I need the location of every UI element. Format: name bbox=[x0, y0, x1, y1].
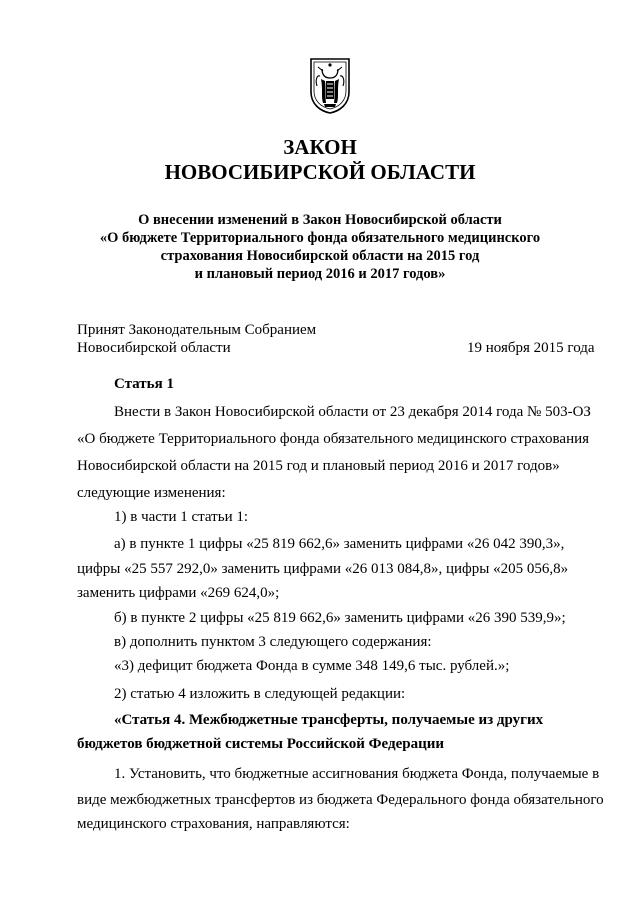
subitem-c-quote: «3) дефицит бюджета Фонда в сумме 348 149,6 тыс. рублей.»; bbox=[114, 658, 510, 674]
adoption-body-line1: Принят Законодательным Собранием bbox=[77, 322, 317, 338]
article-heading: Статья 1 bbox=[114, 376, 174, 392]
paragraph1-line2: «О бюджете Территориального фонда обязательного медицинского страхования bbox=[77, 431, 590, 447]
subitem-a-line3: заменить цифрами «269 624,0»; bbox=[77, 585, 280, 601]
paragraph2-line3: медицинского страхования, направляются: bbox=[77, 816, 350, 832]
paragraph1-line1: Внести в Закон Новосибирской области от 23 декабря 2014 года № 503-ОЗ bbox=[114, 404, 591, 420]
item1-text: 1) в части 1 статьи 1: bbox=[114, 509, 249, 525]
paragraph1-line4: следующие изменения: bbox=[77, 485, 226, 501]
subitem-c: в) дополнить пунктом 3 следующего содержания: bbox=[114, 634, 432, 650]
item2-text: 2) статью 4 изложить в следующей редакции: bbox=[114, 686, 406, 702]
novosibirsk-coat-of-arms-icon bbox=[309, 58, 351, 114]
law-subtitle-line4: и плановый период 2016 и 2017 годов» bbox=[194, 266, 446, 282]
paragraph2-line1: 1. Установить, что бюджетные ассигнования бюджета Фонда, получаемые в bbox=[114, 766, 600, 782]
subitem-b: б) в пункте 2 цифры «25 819 662,6» заменить цифрами «26 390 539,9»; bbox=[114, 610, 566, 626]
law-subtitle-line3: страхования Новосибирской области на 2015 год bbox=[160, 248, 480, 264]
adoption-date: 19 ноября 2015 года bbox=[467, 340, 595, 356]
law-title-line2: НОВОСИБИРСКОЙ ОБЛАСТИ bbox=[164, 160, 476, 184]
paragraph2-line2: виде межбюджетных трансфертов из бюджета Федерального фонда обязательного bbox=[77, 792, 604, 808]
adoption-body-line2: Новосибирской области bbox=[77, 340, 231, 356]
paragraph1-line3: Новосибирской области на 2015 год и плановый период 2016 и 2017 годов» bbox=[77, 458, 560, 474]
subitem-a-line1: а) в пункте 1 цифры «25 819 662,6» заменить цифрами «26 042 390,3», bbox=[114, 536, 565, 552]
law-subtitle-line1: О внесении изменений в Закон Новосибирской области bbox=[138, 212, 502, 228]
law-title-line1: ЗАКОН bbox=[283, 135, 357, 159]
article4-heading-line1: «Статья 4. Межбюджетные трансферты, получаемые из других bbox=[114, 712, 544, 728]
law-subtitle-line2: «О бюджете Территориального фонда обязательного медицинского bbox=[99, 230, 541, 246]
subitem-a-line2: цифры «25 557 292,0» заменить цифрами «26 013 084,8», цифры «205 056,8» bbox=[77, 561, 569, 577]
article4-heading-line2: бюджетов бюджетной системы Российской Федерации bbox=[77, 736, 445, 752]
